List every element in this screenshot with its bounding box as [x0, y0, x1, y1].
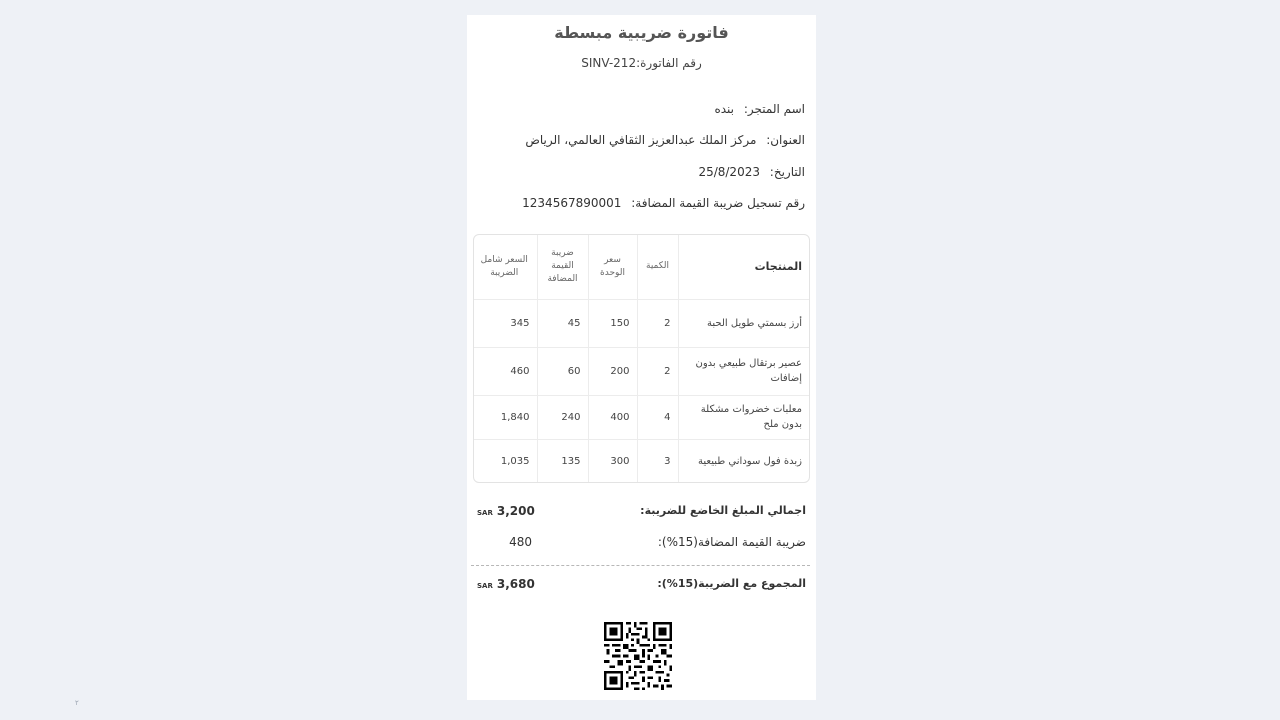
row-total: 1,035: [500, 456, 530, 468]
grand-total-amount: 3,680: [496, 577, 535, 591]
header-unit-price: سعر الوحدة: [588, 235, 637, 299]
vat-number-label: رقم تسجيل ضريبة القيمة المضافة:: [631, 196, 805, 210]
row-qty: 4: [637, 395, 678, 439]
row-qty: 3: [637, 439, 678, 483]
row-product: أرز بسمتي طويل الحبة: [678, 299, 809, 347]
currency-label: SAR: [477, 582, 493, 590]
table-header-row: [473, 235, 809, 299]
row-unit-price: 400: [588, 395, 637, 439]
row-total: 460: [473, 347, 537, 395]
store-value: بنده: [714, 102, 735, 116]
header-qty: الكمية: [637, 235, 678, 299]
currency-label: SAR: [477, 509, 493, 517]
table-row: [473, 395, 809, 439]
address-value: مركز الملك عبدالعزيز الثقافي العالمي، الرياض: [525, 133, 757, 147]
address-label: العنوان:: [766, 133, 805, 147]
row-vat: 240: [537, 395, 588, 439]
invoice-number-label: رقم الفاتورة:: [636, 56, 702, 70]
table-row: [473, 347, 809, 395]
grand-total-value: [477, 577, 534, 591]
address-row: [525, 133, 805, 147]
row-unit-price: 200: [588, 347, 637, 395]
row-total: 1,840: [473, 395, 537, 439]
store-label: اسم المتجر:: [743, 102, 805, 116]
row-vat: 60: [537, 347, 588, 395]
grand-total-row: [467, 577, 816, 597]
corner-mark: ٢: [75, 699, 79, 707]
taxable-total-amount: 3,200: [496, 504, 535, 518]
row-vat: 45: [537, 299, 588, 347]
taxable-total-label: اجمالي المبلغ الخاضع للضريبة:: [640, 504, 806, 517]
totals-divider: [471, 565, 810, 566]
invoice-title: فاتورة ضريبية مبسطة: [554, 23, 729, 42]
vat-total-value: 480: [509, 535, 532, 549]
vat-total-row: [467, 535, 816, 555]
date-value: 25/8/2023: [698, 165, 760, 179]
taxable-total-value: [477, 504, 534, 518]
row-vat: 135: [537, 439, 588, 483]
qr-code: [604, 622, 672, 690]
invoice-number: [467, 56, 816, 70]
row-unit-price: 300: [588, 439, 637, 483]
invoice-number-value: SINV-212: [581, 56, 637, 70]
table-row: [473, 439, 809, 483]
table-row: [473, 299, 809, 347]
header-vat: ضريبة القيمة المضافة: [537, 235, 588, 299]
vat-total-label: ضريبة القيمة المضافة(15%):: [657, 535, 806, 549]
taxable-total-row: [467, 504, 816, 524]
items-table: [473, 235, 809, 483]
row-product: معلبات خضروات مشكلة بدون ملح: [678, 395, 809, 439]
row-total: 345: [473, 299, 537, 347]
row-product: عصير برتقال طبيعي بدون إضافات: [678, 347, 809, 395]
invoice-card: [467, 15, 816, 700]
date-row: [698, 165, 805, 179]
row-qty: 2: [637, 347, 678, 395]
row-product: زبدة فول سوداني طبيعية: [678, 439, 809, 483]
date-label: التاريخ:: [769, 165, 805, 179]
store-row: [714, 102, 805, 116]
grand-total-label: المجموع مع الضريبة(15%):: [657, 577, 806, 590]
row-unit-price: 150: [588, 299, 637, 347]
items-table-container: [473, 234, 810, 483]
row-qty: 2: [637, 299, 678, 347]
header-total: السعر شامل الضريبة: [473, 235, 537, 299]
vat-number-value: 1234567890001: [522, 196, 622, 210]
header-product: المنتجات: [678, 235, 809, 299]
vat-number-row: [522, 196, 805, 210]
